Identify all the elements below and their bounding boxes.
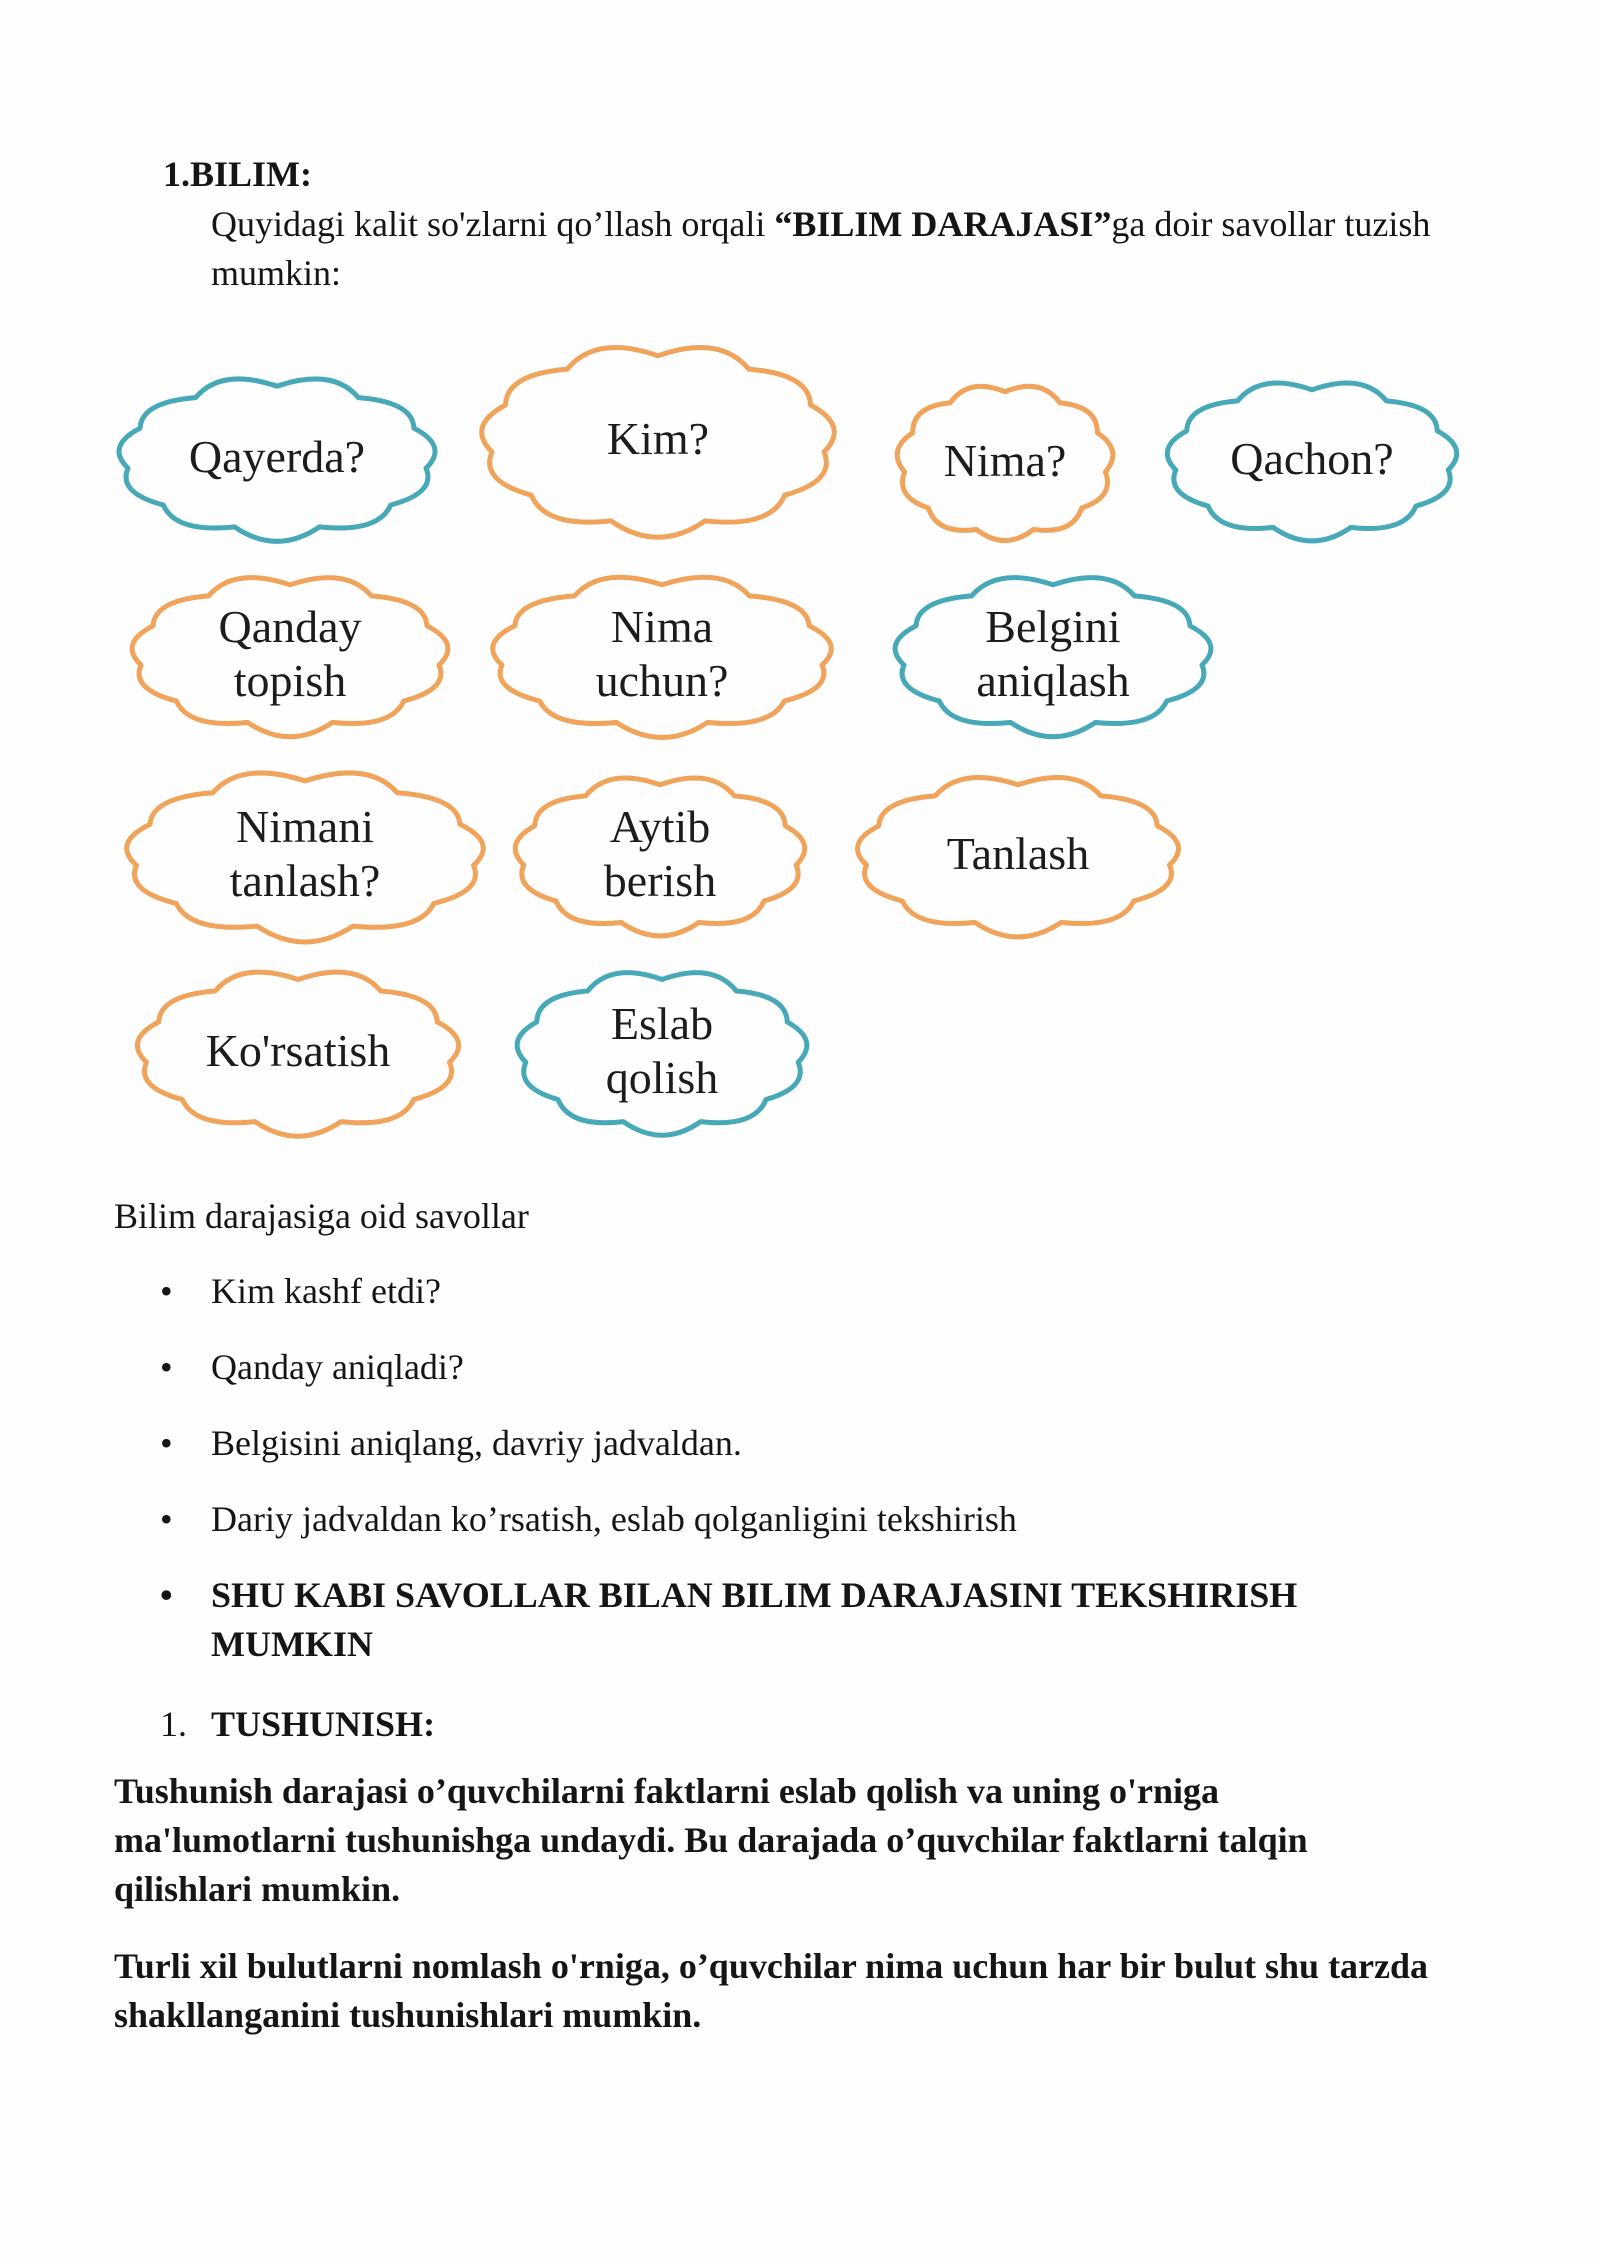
keyword-cloud-qayerda	[119, 379, 435, 541]
intro-bold-term: “BILIM DARAJASI”	[774, 204, 1112, 244]
bullet-icon: •	[160, 1499, 173, 1539]
emphasis-line-1: SHU KABI SAVOLLAR BILAN BILIM DARAJASINI TEKSHIRISH	[211, 1575, 1298, 1615]
keyword-cloud-aytib-berish	[515, 778, 804, 936]
paragraph-understanding: Tushunish darajasi o’quvchilarni faktlarni eslab qolish va uning o'rniga ma'lumotlarni tushunishga undaydi. Bu darajada o’quvchilar faktlarni talqin qilishlari mumkin.	[114, 1771, 1308, 1909]
keyword-cloud-korsatish	[137, 972, 458, 1136]
keyword-cloud-kim	[482, 348, 835, 538]
keyword-cloud-eslab-qolish	[517, 973, 807, 1136]
cloud-label: Qachon?	[1230, 433, 1394, 484]
bullet-icon: •	[160, 1347, 173, 1387]
cloud-label: berish	[603, 855, 717, 906]
intro-text-start: Quyidagi kalit so'zlarni qo’llash orqali	[211, 204, 775, 244]
cloud-label: aniqlash	[976, 655, 1130, 706]
list-item-text: Dariy jadvaldan ko’rsatish, eslab qolganligini tekshirish	[211, 1499, 1017, 1539]
cloud-label: Qanday	[218, 601, 362, 652]
bullet-icon: •	[160, 1575, 173, 1615]
bullet-icon: •	[160, 1423, 173, 1463]
numbered-heading-label: TUSHUNISH:	[211, 1704, 436, 1744]
cloud-label: Kim?	[606, 413, 710, 464]
list-item-text: Qanday aniqladi?	[211, 1347, 464, 1387]
questions-section-label: Bilim darajasiga oid savollar	[114, 1196, 529, 1236]
cloud-label: Belgini	[985, 601, 1121, 652]
list-number: 1.	[160, 1704, 187, 1744]
keyword-cloud-nimani-tanlash	[127, 773, 484, 942]
keyword-cloud-nima	[897, 386, 1113, 540]
keyword-cloud-qachon	[1167, 383, 1456, 541]
bullet-icon: •	[160, 1271, 173, 1311]
cloud-label: Nima	[610, 601, 714, 652]
cloud-label: Eslab	[610, 998, 714, 1049]
cloud-label: Nimani	[236, 801, 374, 852]
cloud-label: Qayerda?	[188, 431, 366, 482]
list-item-text: Belgisini aniqlang, davriy jadvaldan.	[211, 1423, 742, 1463]
list-item-text: Kim kashf etdi?	[211, 1271, 441, 1311]
numbered-heading-tushunish	[160, 1700, 436, 1749]
keyword-cloud-belgini-aniqlash	[895, 578, 1211, 737]
keyword-cloud-qanday-topish	[132, 578, 448, 737]
cloud-label: tanlash?	[229, 855, 381, 906]
section-heading-bilim: 1.BILIM:	[163, 154, 313, 194]
emphasis-line-2: MUMKIN	[211, 1624, 373, 1664]
cloud-label: topish	[233, 655, 347, 706]
cloud-label: Ko'rsatish	[205, 1025, 391, 1076]
keyword-cloud-nima-uchun	[493, 577, 832, 737]
paragraph-clouds-example: Turli xil bulutlarni nomlash o'rniga, o’quvchilar nima uchun har bir bulut shu tarzda shakllanganini tushunishlari mumkin.	[114, 1946, 1429, 2035]
cloud-label: Tanlash	[946, 828, 1090, 879]
keyword-cloud-tanlash	[858, 777, 1179, 936]
cloud-label: Aytib	[609, 801, 711, 852]
intro-text-end: ga doir savollar tuzish mumkin:	[211, 204, 1431, 293]
cloud-label: Nima?	[943, 435, 1067, 486]
cloud-label: qolish	[605, 1052, 719, 1103]
cloud-label: uchun?	[595, 655, 729, 706]
